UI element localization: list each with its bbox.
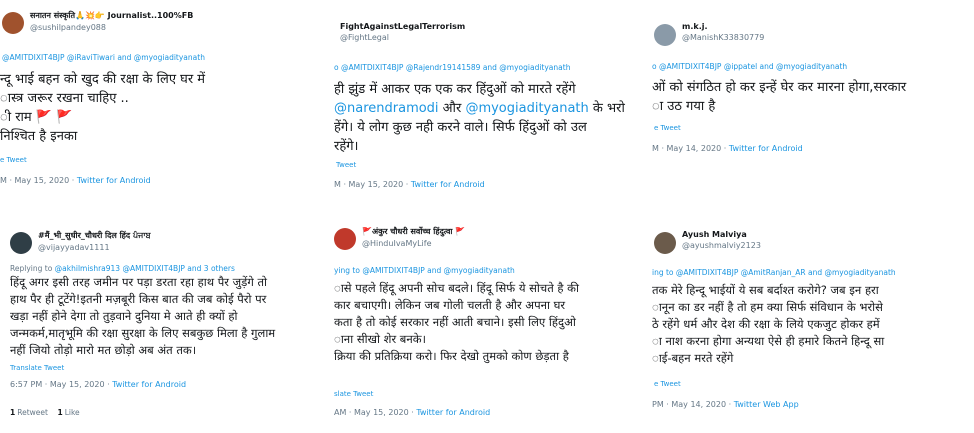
replying-to[interactable]: @AMITDIXIT4BJP @iRaviTiwari and @myogiadityanath: [2, 53, 205, 62]
user-handle[interactable]: @vijayyadav1111: [38, 243, 110, 252]
translate-tweet-link[interactable]: e Tweet: [0, 156, 27, 164]
replying-to[interactable]: Replying to @akhilmishra913 @AMITDIXIT4BJP and 3 others: [10, 264, 235, 273]
user-handle[interactable]: @sushilpandey088: [30, 23, 106, 32]
mention-link[interactable]: @narendramodi: [334, 101, 439, 116]
source-link[interactable]: Twitter for Android: [410, 180, 485, 189]
tweet-text: ही झुंड में आकर एक एक कर हिंदुओं को मारते रहेंगे @narendramodi और @myogiadityanath के भरो हेंगे। ये लोग कुछ नही करने वाले। सिर्फ हिंदुओं को उल रहेंगे।: [334, 82, 625, 154]
tweet-meta: AM · May 15, 2020 · Twitter for Android: [334, 408, 491, 417]
tweet-text: न्दू भाई बहन को खुद की रक्षा के लिए घर में ास्त्र जरूर रखना चाहिए .. ी राम 🚩 🚩 निश्चित है इनका: [0, 72, 206, 144]
tweet-card-6[interactable]: [652, 212, 974, 433]
user-handle[interactable]: @HinduIvaMyLife: [362, 239, 432, 248]
translate-tweet-link[interactable]: e Tweet: [654, 124, 681, 132]
translate-tweet-link[interactable]: e Tweet: [654, 380, 681, 388]
tweet-text: ासे पहले हिंदू अपनी सोच बदले। हिंदू सिर्फ ये सोचते है की कार बचाएगी। लेकिन जब गोली चलती है और अपना घर कता है तो कोई सरकार नहीं आती बचाने। इसी लिए हिंदुओ ाना सीखो शेर बनके। क्रिया की प्रतिक्रिया करो। फिर देखो तुमको कोण छेड़ता है: [334, 281, 579, 363]
display-name[interactable]: FightAgainstLegalTerrorism: [340, 22, 466, 31]
replying-to[interactable]: ing to @AMITDIXIT4BJP @AmitRanjan_AR and @myogiadityanath: [652, 268, 896, 277]
tweet-meta: PM · May 14, 2020 · Twitter Web App: [652, 400, 799, 409]
tweet-text: ओं को संगठित हो कर इन्हें घेर कर मारना होगा,सरकार ा उठ गया है: [652, 80, 907, 114]
display-name[interactable]: 🚩अंकुर चौधरी सर्वोच्च हिंदुत्वा 🚩: [362, 227, 466, 236]
mention-link[interactable]: @myogiadityanath: [465, 101, 589, 116]
like-count[interactable]: 1 Like: [57, 408, 80, 417]
avatar[interactable]: [334, 228, 356, 250]
tweet-meta: M · May 15, 2020 · Twitter for Android: [334, 180, 485, 189]
tweet-text: तक मेरे हिन्दू भाईयों ये सब बर्दाश्त करोगे? जब इन हरा ानून का डर नहीं है तो हम क्या सिर्फ संविधान के भरोसे ठे रहेंगे धर्म और देश की रक्षा के लिये एकजुट होकर हमें ा नाश करना होगा अन्यथा ऐसे ही हमारे कितने हिन्दू सा ाई-बहन मरते रहेंगे: [652, 283, 885, 365]
tweet-meta: M · May 14, 2020 · Twitter for Android: [652, 144, 803, 153]
display-name[interactable]: m.k.j.: [682, 22, 708, 31]
display-name[interactable]: Ayush Malviya: [682, 230, 747, 239]
tweet-card-4[interactable]: [0, 212, 322, 433]
source-link[interactable]: Twitter for Android: [416, 408, 491, 417]
avatar[interactable]: [654, 24, 676, 46]
translate-tweet-link[interactable]: Translate Tweet: [10, 364, 65, 372]
tweet-card-3[interactable]: [652, 0, 974, 200]
translate-tweet-link[interactable]: Tweet: [336, 161, 357, 169]
replying-to[interactable]: o @AMITDIXIT4BJP @Rajendr19141589 and @myogiadityanath: [334, 63, 571, 72]
tweet-card-2[interactable]: [334, 0, 634, 200]
tweet-meta: M · May 15, 2020 · Twitter for Android: [0, 176, 151, 185]
display-name[interactable]: #मैं_भी_सुधीर_चौधरी दिल हिंद ਪੰਜਾਬ: [38, 231, 151, 240]
tweet-meta: 6:57 PM · May 15, 2020 · Twitter for Android: [10, 380, 187, 389]
user-handle[interactable]: @FightLegal: [340, 33, 389, 42]
source-link[interactable]: Twitter Web App: [733, 400, 799, 409]
tweet-card-5[interactable]: [334, 212, 634, 433]
tweet-text: हिंदू अगर इसी तरह जमीन पर पड़ा डरता रहा हाथ पैर जुड़ेंगे तो हाथ पैर ही टूटेंगे!इतनी मज़बूरी किस बात की जब कोई पैरो पर खड़ा नहीं होने देगा तो तुड़वाने दुनिया मे आते ही क्यों हो जन्मकर्म,मातृभूमि की रक्षा सुरक्षा के लिए सबकुछ मिला है गुलाम नहीं जियो तोड़ो मारो मत छोड़ो अब अंत तक।: [10, 275, 276, 357]
source-link[interactable]: Twitter for Android: [76, 176, 151, 185]
avatar[interactable]: [10, 232, 32, 254]
tweet-card-1[interactable]: [0, 0, 322, 200]
tweet-stats: [10, 408, 80, 417]
user-handle[interactable]: @ManishK33830779: [682, 33, 765, 42]
display-name[interactable]: सनातन संस्कृति🙏💥👉 Journalist..100%FB: [30, 11, 194, 20]
avatar[interactable]: [654, 232, 676, 254]
retweet-count[interactable]: 1 Retweet: [10, 408, 48, 417]
replying-to[interactable]: o @AMITDIXIT4BJP @ippatel and @myogiadityanath: [652, 62, 848, 71]
source-link[interactable]: Twitter for Android: [728, 144, 803, 153]
source-link[interactable]: Twitter for Android: [112, 380, 187, 389]
translate-tweet-link[interactable]: slate Tweet: [334, 390, 374, 398]
avatar[interactable]: [2, 12, 24, 34]
user-handle[interactable]: @ayushmalviy2123: [682, 241, 761, 250]
replying-to[interactable]: ying to @AMITDIXIT4BJP and @myogiadityanath: [334, 266, 515, 275]
